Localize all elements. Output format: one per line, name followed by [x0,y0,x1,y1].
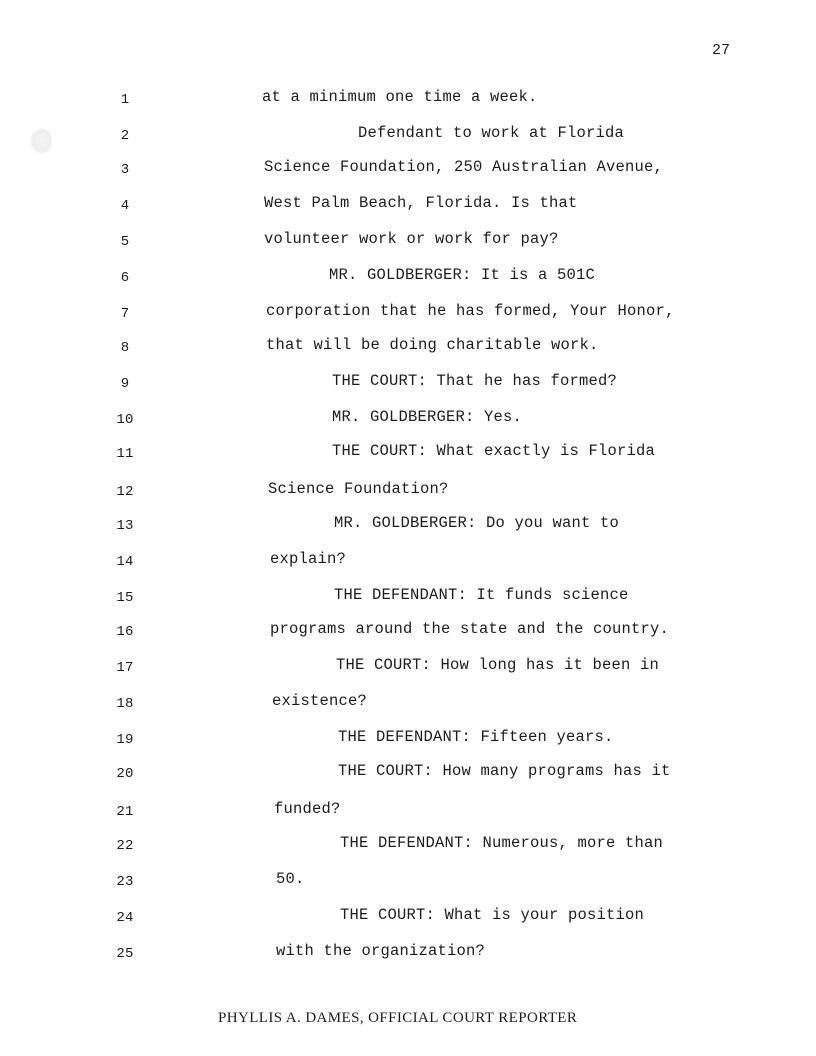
transcript-line [0,442,816,466]
line-text: West Palm Beach, Florida. Is that [264,194,578,212]
transcript-line [0,230,816,254]
line-text: THE COURT: How many programs has it [338,762,671,780]
line-number: 22 [116,838,134,854]
line-text: 50. [276,870,305,888]
line-number: 8 [120,340,130,356]
line-number: 18 [116,696,134,712]
transcript-line [0,762,816,786]
line-text: MR. GOLDBERGER: Do you want to [334,514,620,532]
line-text: funded? [274,800,341,818]
line-number: 24 [116,910,134,926]
line-number: 16 [116,624,134,640]
line-number: 11 [116,446,134,462]
line-text: explain? [270,550,347,568]
line-number: 4 [120,198,130,214]
line-text: with the organization? [276,942,486,960]
line-text: THE COURT: How long has it been in [336,656,660,674]
line-text: THE DEFENDANT: Numerous, more than [340,834,664,852]
line-number: 21 [116,804,134,820]
line-number: 7 [120,306,130,322]
line-number: 10 [116,412,134,428]
line-number: 12 [116,484,134,500]
transcript-line [0,480,816,504]
line-text: Science Foundation? [268,480,449,498]
line-text: THE COURT: That he has formed? [332,372,618,390]
line-number: 25 [116,946,134,962]
transcript-line [0,620,816,644]
line-text: Science Foundation, 250 Australian Avenue, [264,158,664,176]
transcript-line [0,550,816,574]
transcript-line [0,728,816,752]
transcript-line [0,88,816,112]
transcript-line [0,870,816,894]
line-text: THE COURT: What exactly is Florida [332,442,656,460]
transcript-line [0,692,816,716]
transcript-line [0,194,816,218]
line-text: THE DEFENDANT: Fifteen years. [338,728,614,746]
line-number: 1 [120,92,130,108]
line-number: 19 [116,732,134,748]
transcript-line [0,124,816,148]
line-number: 20 [116,766,134,782]
transcript-line [0,336,816,360]
line-number: 3 [120,162,130,178]
line-text: at a minimum one time a week. [262,88,538,106]
line-text: existence? [272,692,368,710]
line-number: 13 [116,518,134,534]
transcript-line [0,800,816,824]
line-text: MR. GOLDBERGER: It is a 501C [329,266,596,284]
transcript-line [0,408,816,432]
line-text: corporation that he has formed, Your Honor, [266,302,675,320]
line-text: programs around the state and the country. [270,620,670,638]
line-number: 6 [120,270,130,286]
line-text: THE COURT: What is your position [340,906,645,924]
line-number: 5 [120,234,130,250]
line-text: MR. GOLDBERGER: Yes. [332,408,523,426]
line-text: volunteer work or work for pay? [264,230,559,248]
line-number: 9 [120,376,130,392]
line-number: 2 [120,128,130,144]
transcript-line [0,942,816,966]
transcript-line [0,656,816,680]
line-number: 17 [116,660,134,676]
line-text: THE DEFENDANT: It funds science [334,586,629,604]
transcript-line [0,834,816,858]
transcript-line [0,302,816,326]
transcript-line [0,266,816,290]
line-number: 15 [116,590,134,606]
transcript-line [0,906,816,930]
transcript-line [0,514,816,538]
page-number: 27 [712,42,731,59]
transcript-line [0,158,816,182]
line-number: 23 [116,874,134,890]
line-number: 14 [116,554,134,570]
transcript-line [0,586,816,610]
court-reporter-footer: PHYLLIS A. DAMES, OFFICIAL COURT REPORTER [218,1010,578,1026]
line-text: that will be doing charitable work. [266,336,599,354]
transcript-line [0,372,816,396]
line-text: Defendant to work at Florida [358,124,625,142]
